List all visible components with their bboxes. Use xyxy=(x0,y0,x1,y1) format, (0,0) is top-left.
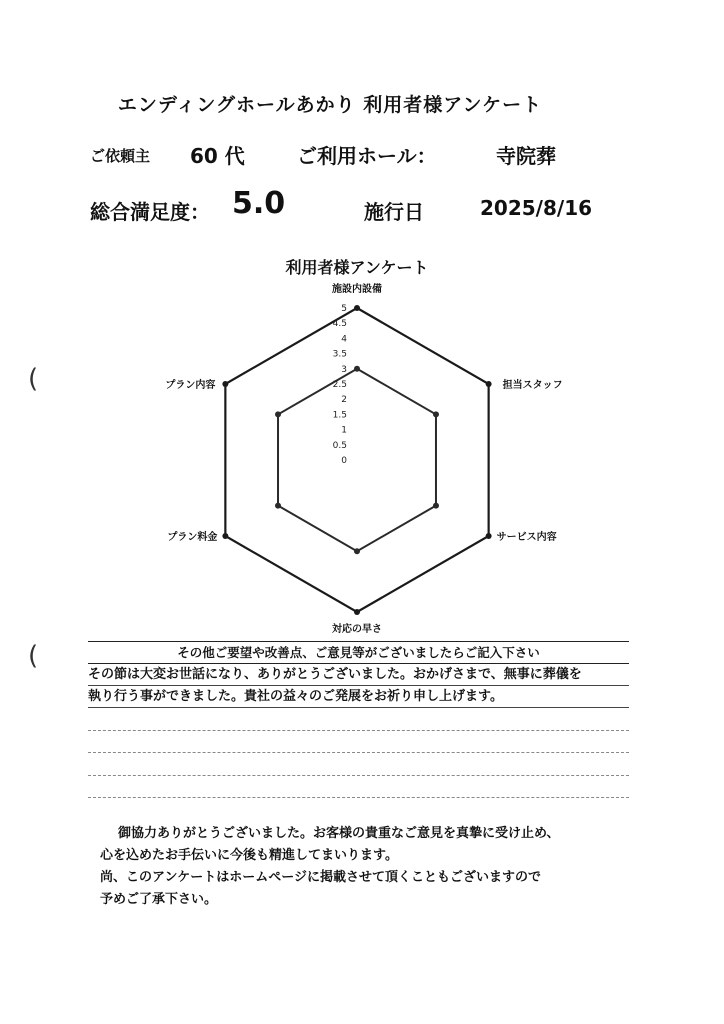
radar-axis-label: 担当スタッフ xyxy=(502,380,563,391)
radar-tick-label: 4 xyxy=(341,334,347,345)
radar-tick-label: 2 xyxy=(341,395,347,406)
radar-tick-label: 1.5 xyxy=(332,410,347,421)
radar-axis-label: 対応の早さ xyxy=(332,624,382,635)
footer-line: 尚、このアンケートはホームページに掲載させて頂くこともございますので xyxy=(100,870,541,885)
radar-point xyxy=(354,366,360,372)
chart-title: 利用者様アンケート xyxy=(285,258,429,277)
footer-line: 心を込めたお手伝いに今後も精進してまいります。 xyxy=(100,848,398,863)
requester-label: ご依頼主 xyxy=(90,147,151,165)
comments-heading: その他ご要望や改善点、ご意見等がございましたらご記入下さい xyxy=(88,641,629,664)
radar-point xyxy=(222,533,228,539)
requester-age: 60 代 xyxy=(190,144,245,168)
date-value: 2025/8/16 xyxy=(480,196,593,220)
radar-axis-label: サービス内容 xyxy=(496,532,557,543)
radar-series-polygon-0 xyxy=(225,308,488,612)
comment-line xyxy=(88,708,629,731)
hall-label: ご利用ホール： xyxy=(297,144,437,168)
comment-line: その節は大変お世話になり、ありがとうございました。おかげさまで、無事に葬儀を xyxy=(88,664,629,686)
radar-series-group xyxy=(222,305,491,615)
radar-tick-label: 4.5 xyxy=(332,319,347,330)
satisfaction-label: 総合満足度： xyxy=(90,200,210,224)
comments-section xyxy=(88,641,629,798)
radar-point xyxy=(222,381,228,387)
punch-hole-mark-bottom: ( xyxy=(28,641,39,671)
footer-line: 御協力ありがとうございました。お客様の貴重なご意見を真摯に受け止め、 xyxy=(118,826,560,841)
comment-line xyxy=(88,776,629,799)
radar-point xyxy=(354,305,360,311)
radar-tick-label: 3.5 xyxy=(332,349,347,360)
radar-point xyxy=(275,503,281,509)
radar-tick-label: 0.5 xyxy=(332,440,347,451)
radar-tick-label: 3 xyxy=(341,364,347,375)
date-label: 施行日 xyxy=(364,200,424,224)
satisfaction-value: 5.0 xyxy=(232,186,286,221)
comment-line xyxy=(88,731,629,754)
comment-line: 執り行う事ができました。貴社の益々のご発展をお祈り申し上げます。 xyxy=(88,686,629,708)
footer-line: 予めご了承下さい。 xyxy=(100,892,218,907)
radar-point xyxy=(354,609,360,615)
hall-value: 寺院葬 xyxy=(496,144,556,168)
radar-point xyxy=(486,533,492,539)
radar-axis-label: 施設内設備 xyxy=(332,284,382,295)
page-title: エンディングホールあかり 利用者様アンケート xyxy=(117,94,543,116)
radar-scale-ticks xyxy=(333,304,348,466)
punch-hole-mark-top: ( xyxy=(28,364,39,394)
radar-tick-label: 5 xyxy=(341,304,347,314)
radar-axis-label: プラン料金 xyxy=(167,532,218,543)
radar-point xyxy=(433,503,439,509)
radar-tick-label: 0 xyxy=(341,456,347,466)
footer-message xyxy=(100,823,660,911)
radar-axis-label: プラン内容 xyxy=(165,380,216,391)
radar-point xyxy=(275,411,281,417)
radar-tick-label: 1 xyxy=(341,425,347,436)
radar-series-polygon-1 xyxy=(278,369,436,551)
radar-point xyxy=(486,381,492,387)
comment-line xyxy=(88,753,629,776)
radar-tick-label: 2.5 xyxy=(332,380,347,390)
radar-point xyxy=(354,548,360,554)
radar-point xyxy=(433,411,439,417)
